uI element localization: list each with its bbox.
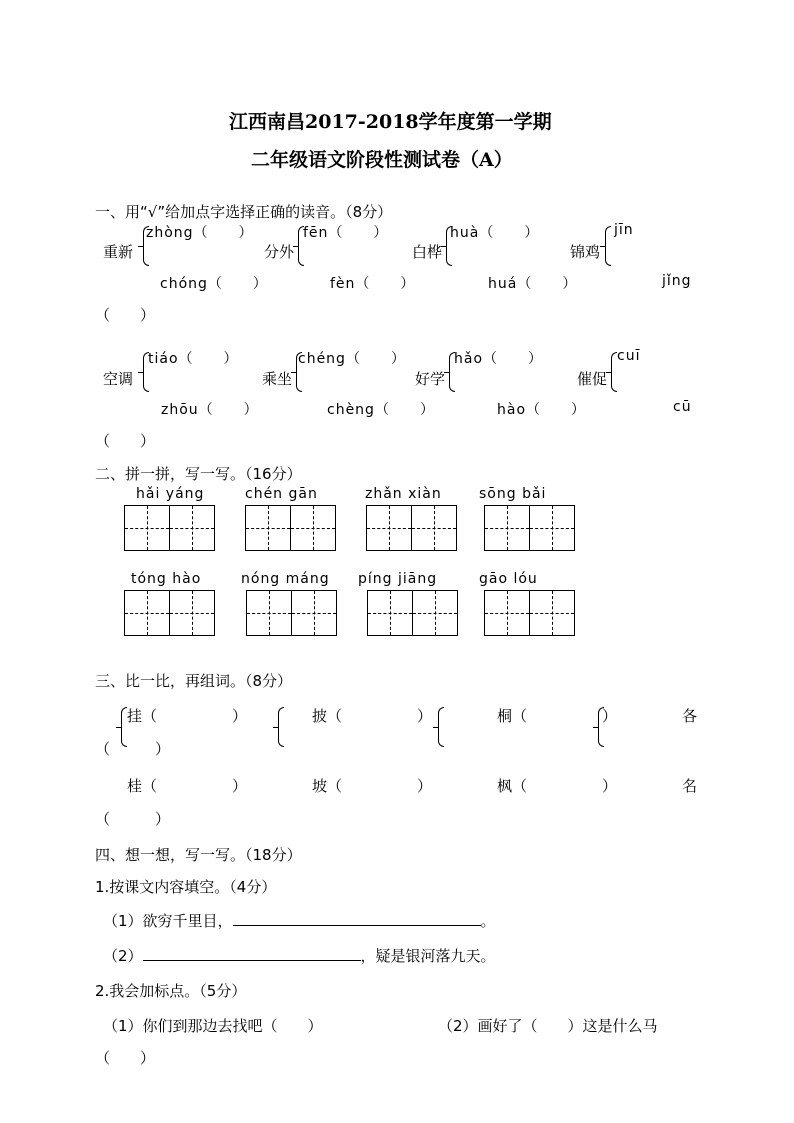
pinyin-option: hào（ ） (497, 402, 587, 418)
word: 好学 (415, 370, 446, 388)
pinyin-label: sōng bǎi (479, 486, 547, 502)
compare-word: 披（ ） (312, 707, 433, 725)
writing-grid[interactable] (484, 590, 575, 636)
word: 分外 (264, 243, 295, 261)
writing-grid[interactable] (367, 590, 458, 636)
pinyin-option: huà（ ） (450, 225, 540, 241)
answer-blank[interactable] (233, 925, 481, 926)
pinyin-option: chóng（ ） (160, 276, 268, 292)
pinyin-option: cuī (617, 348, 641, 364)
pinyin-option: jīn (614, 222, 634, 238)
pinyin-option: fēn（ ） (303, 225, 389, 241)
compare-word: 桐（ ） (497, 707, 618, 725)
pinyin-option: huá（ ） (488, 276, 578, 292)
answer-blank[interactable] (143, 960, 361, 961)
question-label: 2.我会加标点。（5分） (95, 982, 247, 1000)
brace-icon (278, 707, 284, 747)
compare-word: 坡（ ） (312, 777, 433, 795)
word: 乘坐 (262, 370, 293, 388)
writing-grid[interactable] (124, 590, 215, 636)
compare-word: 桂（ ） (127, 777, 248, 795)
pinyin-option: chèng（ ） (327, 402, 435, 418)
pinyin-label: nóng máng (241, 571, 330, 587)
section3-heading: 三、比一比，再组词。（8分） (95, 672, 293, 690)
fill-in-line-1 (103, 910, 496, 931)
exam-title: 江西南昌2017-2018学年度第一学期 (229, 111, 552, 133)
answer-paren[interactable]: （ ） (95, 810, 171, 828)
brace-icon (438, 707, 444, 747)
pinyin-label: píng jiāng (358, 571, 438, 587)
word: 催促 (577, 370, 608, 388)
fill-suffix: ，疑是银河落九天。 (360, 947, 496, 965)
pinyin-label: hǎi yáng (136, 486, 205, 502)
writing-grid[interactable] (366, 505, 457, 551)
answer-paren[interactable]: （ ） (95, 306, 156, 324)
pinyin-option: chéng（ ） (298, 351, 406, 367)
pinyin-option: jǐng (662, 273, 692, 289)
word: 白桦 (412, 243, 443, 261)
compare-word: 枫（ ） (497, 777, 618, 795)
writing-grid[interactable] (246, 590, 337, 636)
answer-paren[interactable]: （ ） (95, 740, 171, 758)
fill-suffix: 。 (480, 912, 496, 930)
section4-heading: 四、想一想，写一写。（18分） (95, 846, 302, 864)
fill-prefix: （1）欲穷千里目， (103, 912, 233, 930)
pinyin-option: hǎo（ ） (454, 351, 544, 367)
compare-word: 挂（ ） (127, 707, 248, 725)
pinyin-option: zhòng（ ） (146, 225, 254, 241)
pinyin-label: zhǎn xiàn (365, 486, 442, 502)
compare-word: 各 (682, 707, 698, 725)
pinyin-option: cū (673, 399, 692, 415)
word: 重新 (103, 243, 134, 261)
pinyin-label: gāo lóu (479, 571, 538, 587)
section1-heading: 一、用“√”给加点字选择正确的读音。（8分） (95, 203, 393, 221)
writing-grid[interactable] (245, 505, 336, 551)
punctuation-item[interactable]: （1）你们到那边去找吧（ ） (103, 1017, 323, 1035)
exam-subtitle: 二年级语文阶段性测试卷（A） (251, 149, 513, 171)
answer-paren[interactable]: （ ） (95, 432, 156, 450)
writing-grid[interactable] (484, 505, 575, 551)
brace-icon (605, 226, 611, 266)
pinyin-option: fèn（ ） (330, 276, 416, 292)
section2-heading: 二、拼一拼，写一写。（16分） (95, 465, 302, 483)
pinyin-option: zhōu（ ） (161, 402, 259, 418)
compare-word: 名 (682, 777, 698, 795)
pinyin-label: tóng hào (131, 571, 202, 587)
writing-grid[interactable] (124, 505, 215, 551)
fill-prefix: （2） (103, 947, 143, 965)
pinyin-option: tiáo（ ） (148, 351, 239, 367)
word: 锦鸡 (570, 243, 601, 261)
pinyin-label: chén gān (245, 486, 318, 502)
fill-in-line-2 (103, 945, 496, 966)
answer-paren[interactable]: （ ） (95, 1049, 156, 1067)
word: 空调 (103, 370, 134, 388)
punctuation-item[interactable]: （2）画好了（ ）这是什么马 (438, 1017, 658, 1035)
question-label: 1.按课文内容填空。（4分） (95, 878, 277, 896)
